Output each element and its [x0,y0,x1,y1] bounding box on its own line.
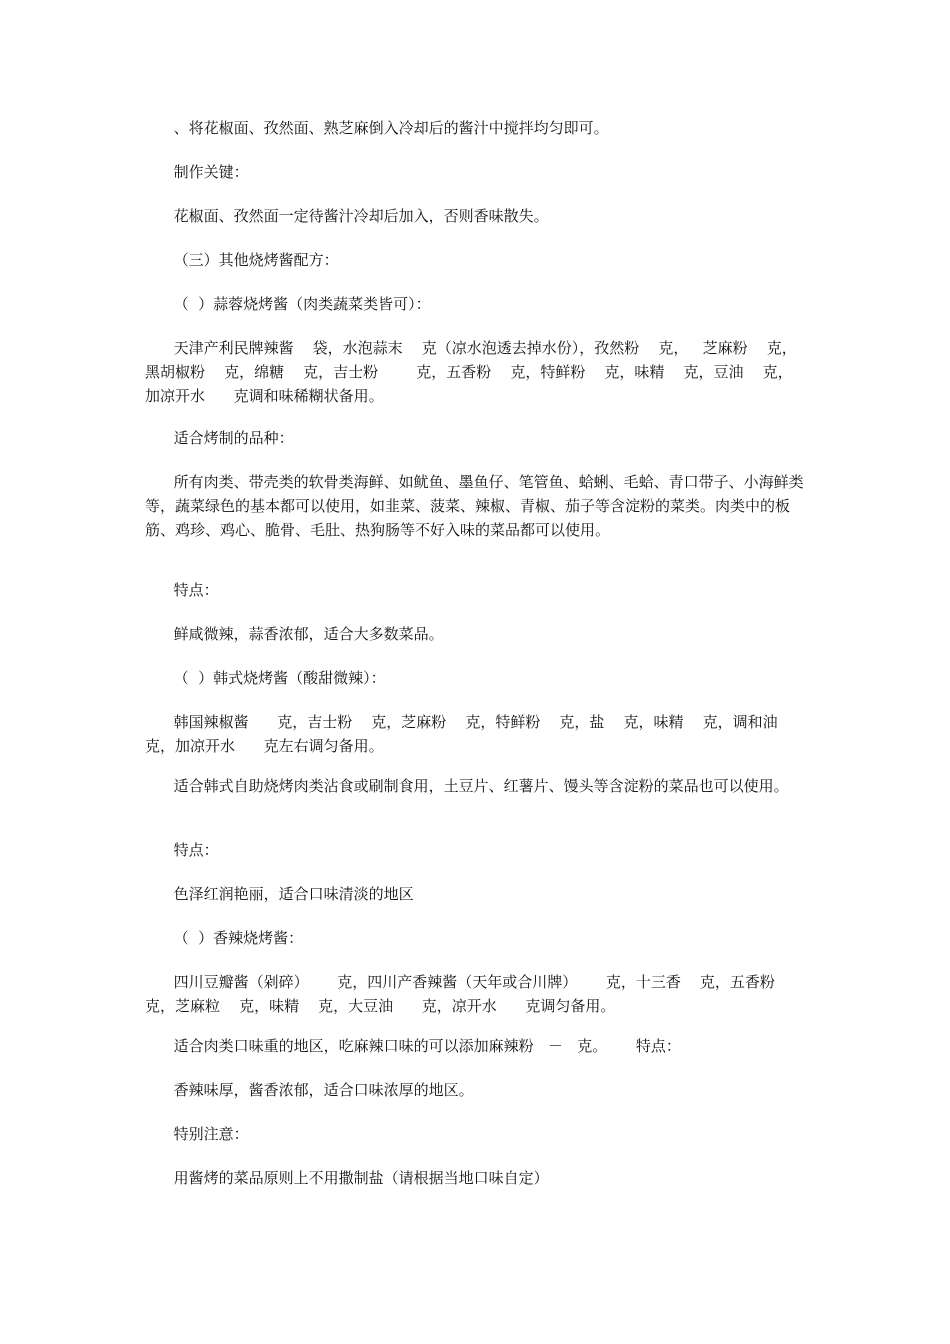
paragraph-suitable-items: 所有肉类、带壳类的软骨类海鲜、如鱿鱼、墨鱼仔、笔管鱼、蛤蜊、毛蛤、青口带子、小海鲜类等，蔬菜绿色的基本都可以使用，如韭菜、菠菜、辣椒、青椒、茄子等含淀粉的菜类。肉类中的板筋、鸡珍、鸡心、脆骨、毛肚、热狗肠等不好入味的菜品都可以使用。 [145,473,804,539]
paragraph-features-spicy: 香辣味厚，酱香浓郁，适合口味浓厚的地区。 [145,1081,474,1099]
paragraph-garlic-sauce-recipe: 天津产利民牌辣酱 袋，水泡蒜末 克（凉水泡透去掉水份），孜然粉 克， 芝麻粉 克，黑胡椒粉 克，绵糖 克，吉士粉 克，五香粉 克，特鲜粉 克，味精 克，豆油 克，加凉开水 克调和味稀糊状备用。 [145,339,797,405]
section-heading-other-bbq-sauces: （三）其他烧烤酱配方： [145,251,339,269]
paragraph-step-mix-spices: 、将花椒面、孜然面、熟芝麻倒入冷却后的酱汁中搅拌均匀即可。 [145,119,609,137]
paragraph-korean-sauce-recipe: 韩国辣椒酱 克，吉士粉 克，芝麻粉 克，特鲜粉 克，盐 克，味精 克，调和油 克，加凉开水 克左右调匀备用。 [145,713,797,755]
subheading-spicy-bbq-sauce: （ ）香辣烧烤酱： [145,929,304,947]
paragraph-features-korean: 色泽红润艳丽，适合口味清淡的地区 [145,885,414,903]
paragraph-spicy-sauce-usage: 适合肉类口味重的地区，吃麻辣口味的可以添加麻辣粉 － 克。 特点： [145,1037,681,1055]
heading-special-notice: 特别注意： [145,1125,249,1143]
subheading-garlic-bbq-sauce: （ ）蒜蓉烧烤酱（肉类蔬菜类皆可）： [145,295,431,313]
paragraph-spicy-sauce-recipe: 四川豆瓣酱（剁碎） 克，四川产香辣酱（天年或合川牌） 克，十三香 克，五香粉 克，芝麻粒 克，味精 克，大豆油 克，凉开水 克调匀备用。 [145,973,794,1015]
heading-features-korean: 特点： [145,841,219,859]
paragraph-key-points: 花椒面、孜然面一定待酱汁冷却后加入，否则香味散失。 [145,207,549,225]
paragraph-features-garlic: 鲜咸微辣，蒜香浓郁，适合大多数菜品。 [145,625,444,643]
heading-suitable-items: 适合烤制的品种： [145,429,294,447]
heading-features-garlic: 特点： [145,581,219,599]
heading-key-points: 制作关键： [145,163,249,181]
paragraph-korean-sauce-usage: 适合韩式自助烧烤肉类沾食或刷制食用，土豆片、红薯片、馒头等含淀粉的菜品也可以使用。 [145,777,789,795]
subheading-korean-bbq-sauce: （ ）韩式烧烤酱（酸甜微辣）： [145,669,386,687]
paragraph-special-notice: 用酱烤的菜品原则上不用撒制盐（请根据当地口味自定） [145,1169,549,1187]
